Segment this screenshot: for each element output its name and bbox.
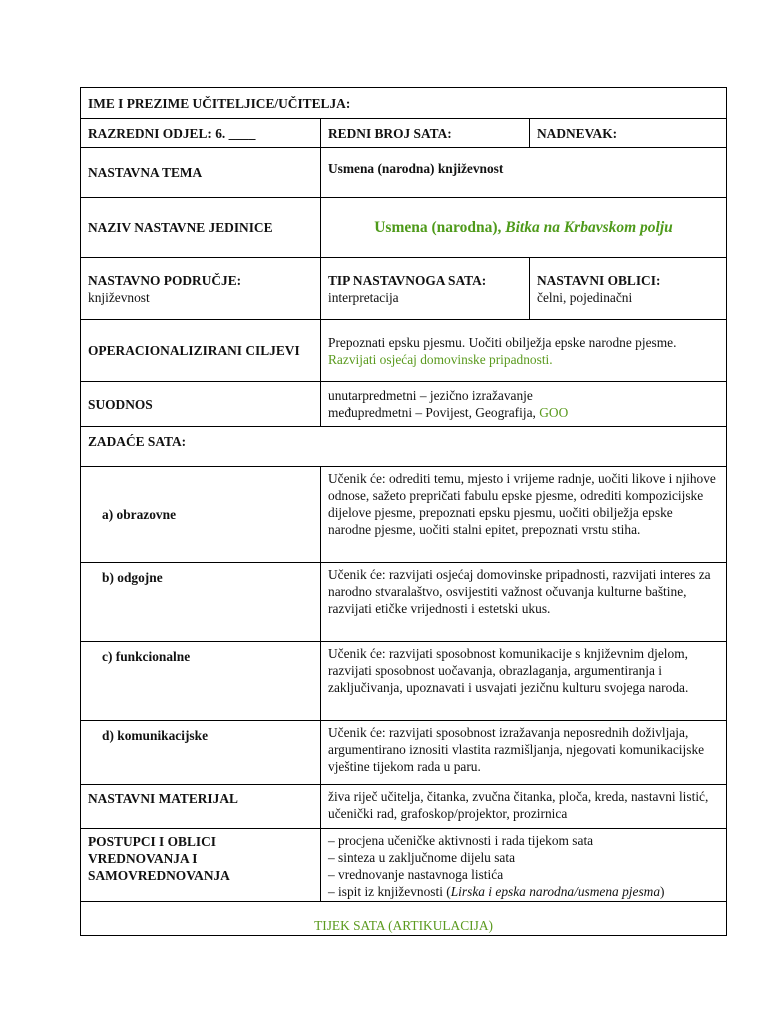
evaluation-item: – sinteza u zaključnome dijelu sata <box>328 850 516 865</box>
relations-line2 <box>328 404 719 421</box>
evaluation-item-last <box>328 883 719 900</box>
task-text-educational: Učenik će: odrediti temu, mjesto i vrijeme radnje, uočiti likove i njihove odnose, sažeto prepričati fabulu epske pjesme, odrediti kompozicijske dijelove pjesme, prepoznati epsku pjesmu, uočiti obilježja epske narodne pjesme, uočiti stalni epitet, prepoznati vrstu stiha. <box>321 467 727 563</box>
goals-label: OPERACIONALIZIRANI CILJEVI <box>81 320 321 382</box>
forms-label: NASTAVNI OBLICI: <box>537 272 661 288</box>
unit-title-italic: Bitka na Krbavskom polju <box>505 219 673 236</box>
relations-label: SUODNOS <box>81 382 321 427</box>
tasks-header-row <box>81 427 727 467</box>
task-text-communication: Učenik će: razvijati sposobnost izražavanja neposrednih doživljaja, argumentirano iznositi vlastita razmišljanja, njegovati komunikacijske vještine tijekom rada u paru. <box>321 721 727 785</box>
evaluation-item: – vrednovanje nastavnoga listića <box>328 867 504 882</box>
area-row <box>81 258 727 320</box>
unit-title <box>321 198 727 258</box>
date-label: NADNEVAK: <box>530 119 727 148</box>
forms-cell <box>530 258 727 320</box>
class-label: RAZREDNI ODJEL: 6. ____ <box>81 119 321 148</box>
type-label: TIP NASTAVNOGA SATA: <box>328 272 487 288</box>
task-label-educational: a) obrazovne <box>81 467 321 563</box>
evaluation-label: POSTUPCI I OBLICI VREDNOVANJA I SAMOVREDNOVANJA <box>81 829 321 902</box>
forms-value: čelni, pojedinačni <box>537 289 633 305</box>
task-text-functional: Učenik će: razvijati sposobnost komunikacije s književnim djelom, razvijati sposobnost uočavanja, obrazlaganja, argumentiranja i zaključivanja, upoznavati i usvajati jezičnu kulturu svojega naroda. <box>321 642 727 721</box>
unit-title-plain: Usmena (narodna), <box>374 219 506 236</box>
area-label: NASTAVNO PODRUČJE: <box>88 272 242 288</box>
goals-text-plain: Prepoznati epsku pjesmu. Uočiti obilježja epske narodne pjesme. <box>328 334 677 350</box>
topic-row <box>81 148 727 198</box>
evaluation-last-italic: Lirska i epska narodna/usmena pjesma <box>450 884 661 899</box>
area-cell <box>81 258 321 320</box>
type-value: interpretacija <box>328 289 399 305</box>
teacher-label: IME I PREZIME UČITELJICE/UČITELJA: <box>81 88 727 119</box>
relations-row <box>81 382 727 427</box>
task-text-upbringing: Učenik će: razvijati osjećaj domovinske pripadnosti, razvijati interes za narodno stvaralaštvo, osvijestiti važnost očuvanja kulturne baštine, razvijati etičke vrijednosti i estetski ukus. <box>321 563 727 642</box>
task-row-communication <box>81 721 727 785</box>
type-cell <box>321 258 530 320</box>
goals-row <box>81 320 727 382</box>
evaluation-row <box>81 829 727 902</box>
lesson-number-label: REDNI BROJ SATA: <box>321 119 530 148</box>
goals-text <box>321 320 727 382</box>
evaluation-last-prefix: – ispit iz književnosti ( <box>328 884 451 899</box>
evaluation-list <box>321 829 727 902</box>
evaluation-last-suffix: ) <box>660 884 665 899</box>
lesson-plan-form <box>80 87 726 936</box>
task-label-communication: d) komunikacijske <box>81 721 321 785</box>
topic-value: Usmena (narodna) književnost <box>321 148 727 198</box>
evaluation-item: – procjena učeničke aktivnosti i rada tijekom sata <box>328 833 594 848</box>
relations-line2-plain: međupredmetni – Povijest, Geografija, <box>328 405 540 420</box>
material-text: živa riječ učitelja, čitanka, zvučna čitanka, ploča, kreda, nastavni listić, učenički rad, grafoskop/projektor, prozirnica <box>321 785 727 829</box>
lesson-plan-table <box>80 87 727 936</box>
unit-row <box>81 198 727 258</box>
tasks-label: ZADAĆE SATA: <box>81 427 727 467</box>
relations-cell <box>321 382 727 427</box>
unit-label: NAZIV NASTAVNE JEDINICE <box>81 198 321 258</box>
material-label: NASTAVNI MATERIJAL <box>81 785 321 829</box>
material-row <box>81 785 727 829</box>
task-label-upbringing: b) odgojne <box>81 563 321 642</box>
task-row-upbringing <box>81 563 727 642</box>
lesson-flow-title: TIJEK SATA (ARTIKULACIJA) <box>81 902 727 936</box>
relations-line1: unutarpredmetni – jezično izražavanje <box>328 388 533 403</box>
topic-label: NASTAVNA TEMA <box>81 148 321 198</box>
task-row-functional <box>81 642 727 721</box>
footer-row <box>81 902 727 936</box>
relations-line2-green: GOO <box>539 405 569 420</box>
area-value: književnost <box>88 289 150 305</box>
task-label-functional: c) funkcionalne <box>81 642 321 721</box>
task-row-educational <box>81 467 727 563</box>
teacher-row <box>81 88 727 119</box>
goals-text-green: Razvijati osjećaj domovinske pripadnosti. <box>328 351 553 367</box>
class-row <box>81 119 727 148</box>
